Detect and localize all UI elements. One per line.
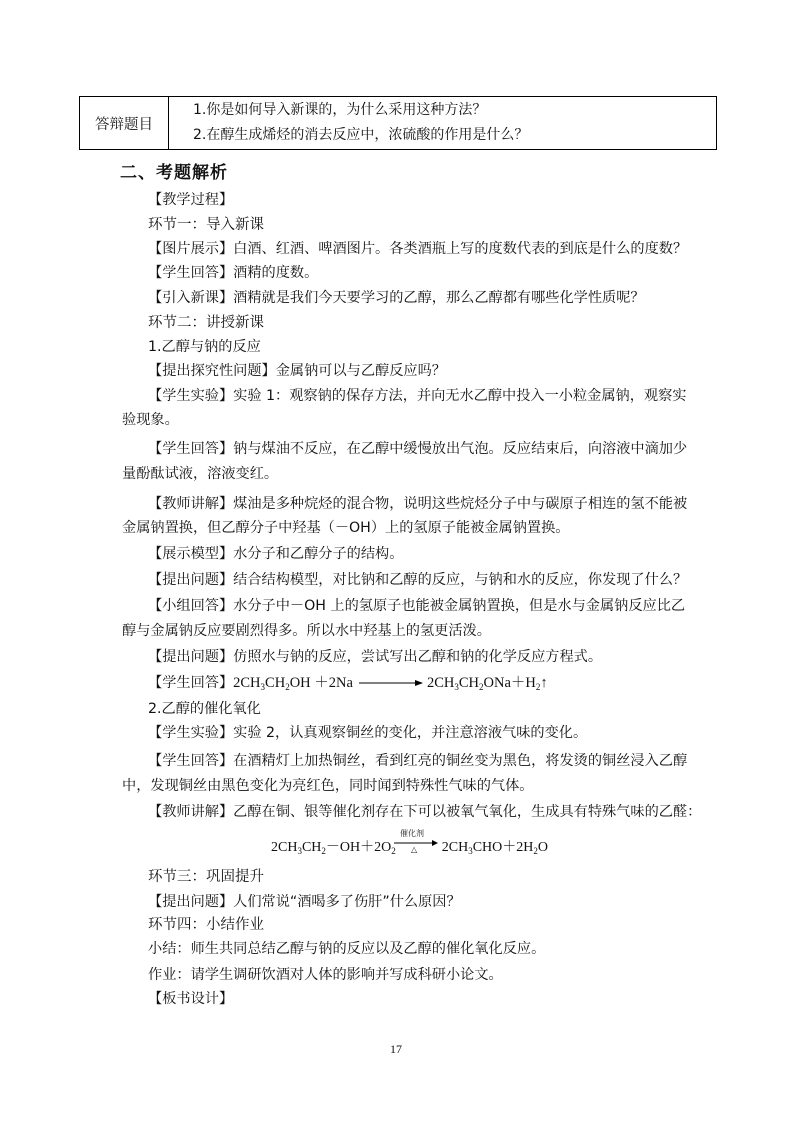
- page-number: 17: [390, 1042, 402, 1056]
- student-answer-label: 【学生回答】: [148, 675, 234, 691]
- defense-questions-cell: [169, 97, 717, 150]
- stage-1-title: 环节一：导入新课: [148, 217, 264, 233]
- catalytic-oxidation-equation: $2CH_3CH_2-OH+2O_2$ $2CH_3CHO+2H_2O$: [271, 840, 548, 856]
- text-line: 【教师讲解】乙醇在铜、银等催化剂存在下可以被氧气氧化，生成具有特殊气味的乙醛：: [148, 804, 702, 820]
- text-line: 醇与金属钠反应要剧烈得多。所以水中羟基上的氢更活泼。: [122, 623, 491, 639]
- defense-questions-table: [79, 96, 717, 150]
- reaction-arrow-icon: [355, 677, 425, 689]
- section-heading: 二、考题解析: [120, 163, 228, 183]
- text-line: 验现象。: [122, 412, 179, 428]
- text-line: 【图片展示】白酒、红酒、啤酒图片。各类酒瓶上写的度数代表的到底是什么的度数？: [148, 241, 688, 257]
- teaching-process-title: 【教学过程】: [148, 192, 234, 208]
- text-line: 【小组回答】水分子中－OH 上的氢原子也能被金属钠置换，但是水与金属钠反应比乙: [148, 598, 686, 614]
- defense-label: 答辩题目: [80, 97, 169, 150]
- text-line: 中，发现铜丝由黑色变化为亮红色，同时闻到特殊性气味的气体。: [122, 778, 534, 794]
- equation-reactants: $2CH_3CH_2OH +2Na$: [233, 675, 353, 692]
- homework-line: 作业：请学生调研饮酒对人体的影响并写成科研小论文。: [148, 967, 503, 983]
- text-line: 【引入新课】酒精就是我们今天要学习的乙醇，那么乙醇都有哪些化学性质呢？: [148, 290, 645, 306]
- text-line: 【展示模型】水分子和乙醇分子的结构。: [148, 546, 404, 562]
- text-line: 【学生回答】钠与煤油不反应，在乙醇中缓慢放出气泡。反应结束后，向溶液中滴加少: [148, 441, 688, 457]
- heat-label: △: [411, 845, 418, 854]
- stage-2-title: 环节二：讲授新课: [148, 315, 264, 331]
- defense-question-1: 1.你是如何导入新课的，为什么采用这种方法？: [193, 102, 487, 118]
- subsection-title: 2.乙醇的催化氧化: [148, 701, 261, 717]
- defense-question-2: 2.在醇生成烯烃的消去反应中，浓硫酸的作用是什么？: [193, 127, 529, 143]
- summary-line: 小结：师生共同总结乙醇与钠的反应以及乙醇的催化氧化反应。: [148, 941, 546, 957]
- catalyst-label: 催化剂: [400, 829, 424, 838]
- stage-3-title: 环节三：巩固提升: [148, 869, 264, 885]
- text-line: 量酚酞试液，溶液变红。: [122, 466, 279, 482]
- text-line: 【提出问题】结合结构模型，对比钠和乙醇的反应，与钠和水的反应，你发现了什么？: [148, 572, 688, 588]
- catalyst-arrow: [394, 829, 438, 853]
- board-design-title: 【板书设计】: [148, 991, 234, 1007]
- text-line: 【提出问题】仿照水与钠的反应，尝试写出乙醇和钠的化学反应方程式。: [148, 649, 603, 665]
- text-line: 【学生回答】在酒精灯上加热铜丝，看到红亮的铜丝变为黑色，将发烫的铜丝浸入乙醇: [148, 753, 688, 769]
- sodium-ethanol-equation-line: [148, 674, 548, 696]
- equation-products: $2CH_3CH_2ONa+H_2↑$: [426, 675, 548, 692]
- text-line: 【提出问题】人们常说“酒喝多了伤肝”什么原因？: [148, 894, 461, 910]
- text-line: 【教师讲解】煤油是多种烷烃的混合物，说明这些烷烃分子中与碳原子相连的氢不能被: [148, 496, 688, 512]
- text-line: 【学生实验】实验 1：观察钠的保存方法，并向无水乙醇中投入一小粒金属钠，观察实: [148, 388, 687, 404]
- text-line: 【学生回答】酒精的度数。: [148, 265, 319, 281]
- text-line: 【提出探究性问题】金属钠可以与乙醇反应吗？: [148, 363, 446, 379]
- subsection-title: 1.乙醇与钠的反应: [148, 339, 261, 355]
- text-line: 金属钠置换，但乙醇分子中羟基（－OH）上的氢原子能被金属钠置换。: [122, 520, 570, 536]
- text-line: 【学生实验】实验 2，认真观察铜丝的变化，并注意溶液气味的变化。: [148, 725, 588, 741]
- stage-4-title: 环节四：小结作业: [148, 917, 264, 933]
